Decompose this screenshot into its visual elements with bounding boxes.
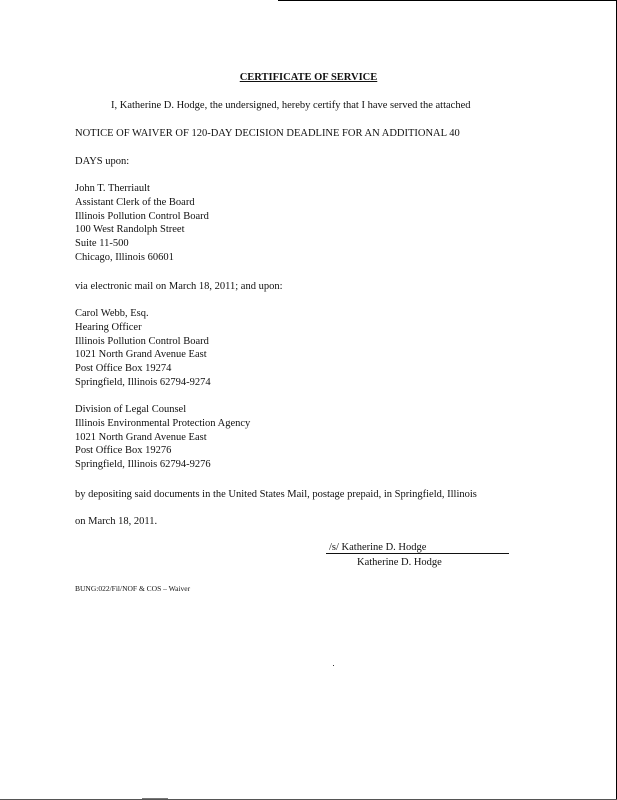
address-line: Illinois Environmental Protection Agency bbox=[75, 417, 251, 429]
address-line: 1021 North Grand Avenue East bbox=[75, 431, 207, 443]
recipient-hearing-officer-address bbox=[75, 307, 211, 390]
address-line: Post Office Box 19276 bbox=[75, 445, 172, 457]
intro-line-2: NOTICE OF WAIVER OF 120-DAY DECISION DEADLINE FOR AN ADDITIONAL 40 bbox=[75, 128, 460, 139]
printed-name: Katherine D. Hodge bbox=[357, 557, 442, 568]
via-email-statement: via electronic mail on March 18, 2011; and upon: bbox=[75, 281, 283, 292]
address-line: Illinois Pollution Control Board bbox=[75, 335, 209, 347]
mail-statement-line-2: on March 18, 2011. bbox=[75, 516, 158, 527]
intro-line-1: I, Katherine D. Hodge, the undersigned, hereby certify that I have served the attached bbox=[111, 100, 471, 111]
mail-statement-line-1: by depositing said documents in the United States Mail, postage prepaid, in Springfield, Illinois bbox=[75, 489, 477, 500]
address-line: Springfield, Illinois 62794-9276 bbox=[75, 459, 211, 471]
address-line: 1021 North Grand Avenue East bbox=[75, 349, 207, 361]
address-line: Springfield, Illinois 62794-9274 bbox=[75, 376, 211, 388]
address-line: Suite 11-500 bbox=[75, 238, 129, 250]
address-line: Chicago, Illinois 60601 bbox=[75, 251, 174, 263]
address-line: Post Office Box 19274 bbox=[75, 363, 172, 375]
electronic-signature: /s/ Katherine D. Hodge bbox=[329, 542, 427, 553]
recipient-clerk-address bbox=[75, 182, 209, 265]
signature-line bbox=[326, 553, 509, 554]
address-line: John T. Therriault bbox=[75, 183, 150, 194]
address-line: Assistant Clerk of the Board bbox=[75, 196, 195, 208]
address-line: 100 West Randolph Street bbox=[75, 224, 185, 236]
address-line: Hearing Officer bbox=[75, 321, 142, 333]
address-line: Carol Webb, Esq. bbox=[75, 308, 149, 319]
address-line: Illinois Pollution Control Board bbox=[75, 210, 209, 222]
document-footer-code: BUNG:022/Fil/NOF & COS – Waiver bbox=[75, 584, 191, 593]
intro-line-3: DAYS upon: bbox=[75, 156, 130, 167]
address-line: Division of Legal Counsel bbox=[75, 404, 187, 415]
document-title: CERTIFICATE OF SERVICE bbox=[239, 72, 378, 83]
recipient-legal-counsel-address bbox=[75, 403, 250, 472]
